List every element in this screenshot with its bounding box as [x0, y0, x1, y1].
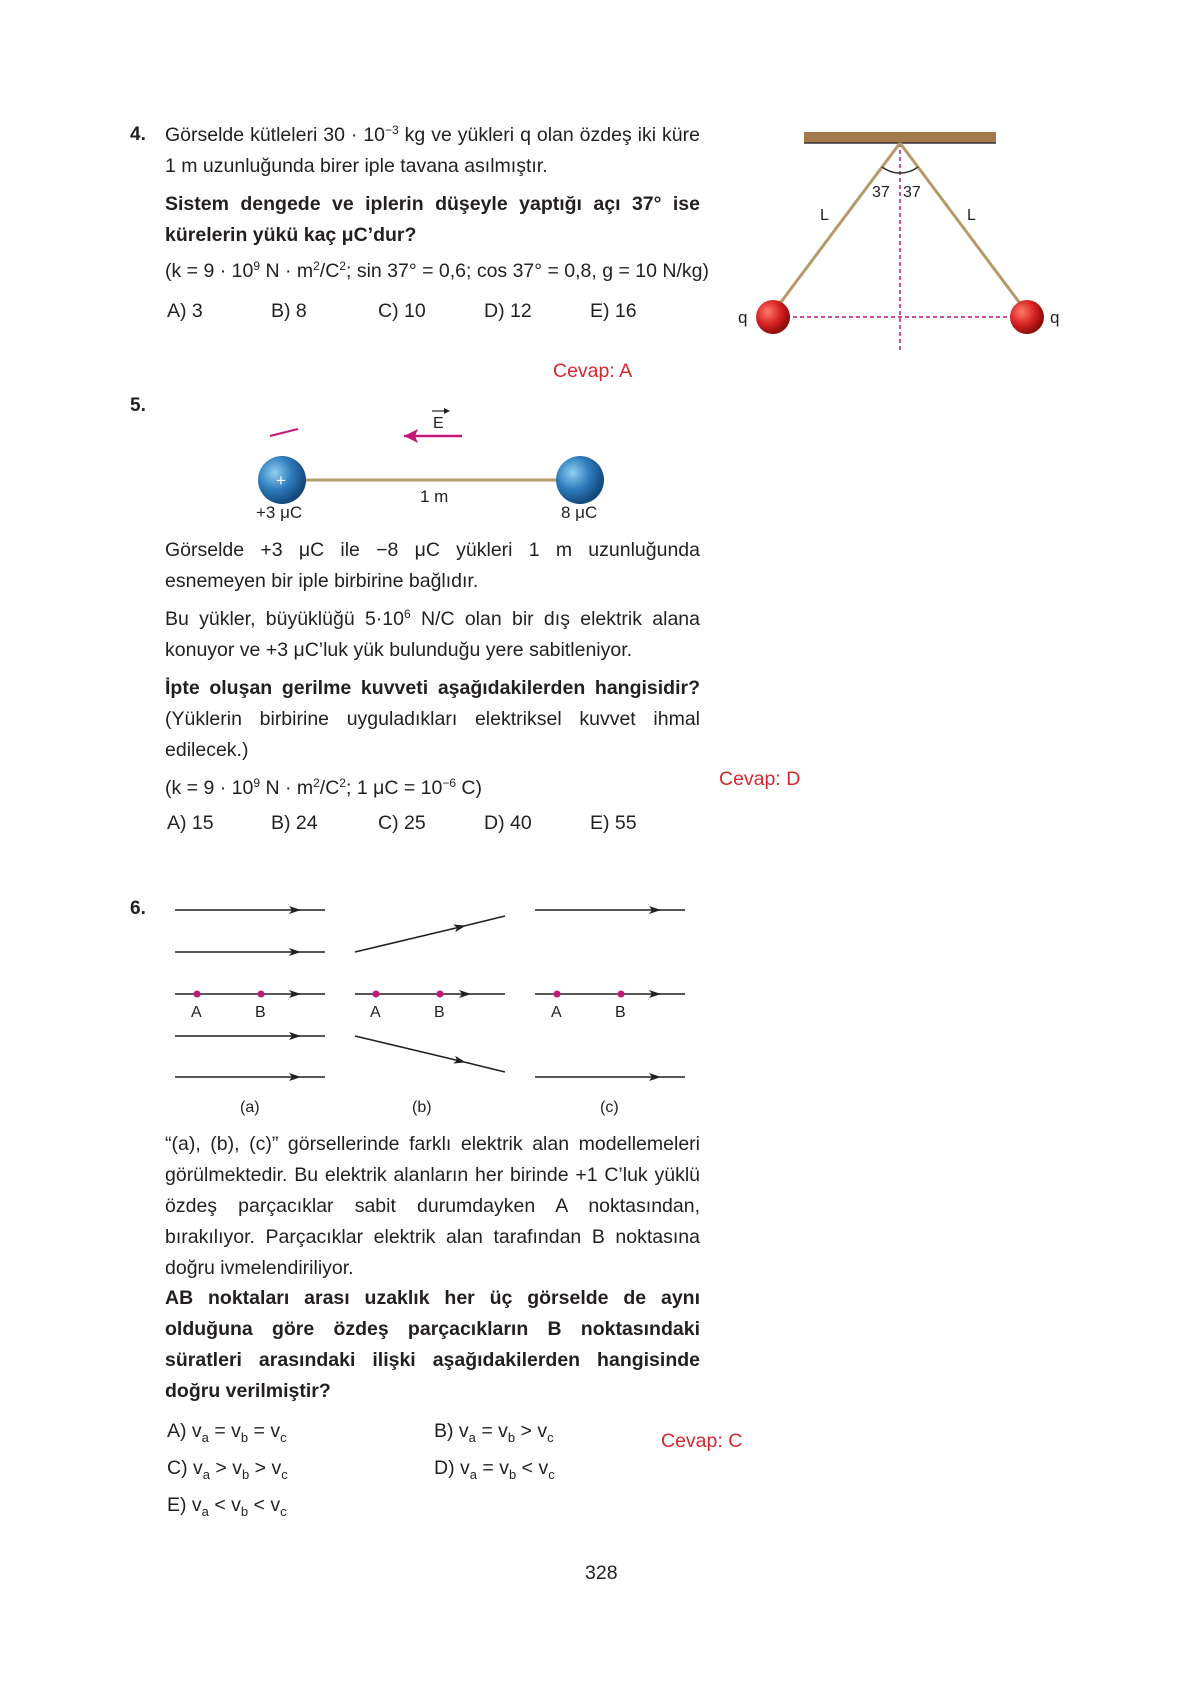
question-4-option-a[interactable]: A) 3 [167, 300, 203, 322]
question-5-number: 5. [130, 395, 146, 416]
question-4-option-e[interactable]: E) 16 [590, 300, 637, 322]
question-4-option-b[interactable]: B) 8 [271, 300, 307, 322]
field-vector-arrowhead [444, 408, 450, 414]
charge-right-value: 8 μC [561, 503, 598, 522]
point-a-marker [194, 991, 201, 998]
question-4-option-d[interactable]: D) 12 [484, 300, 532, 322]
field-label: E [433, 415, 444, 432]
point-a-label: A [551, 1004, 562, 1021]
question-6-answer: Cevap: C [661, 1430, 743, 1452]
length-left-label: L [820, 207, 829, 224]
charges-figure [240, 395, 640, 525]
negative-charge-sphere [556, 456, 604, 504]
caption-a: (a) [240, 1099, 260, 1116]
caption-b: (b) [412, 1099, 432, 1116]
question-4-number: 4. [130, 124, 146, 145]
left-sphere [756, 300, 790, 334]
point-a-marker [554, 991, 561, 998]
field-model-c [535, 910, 685, 1116]
point-b-marker [618, 991, 625, 998]
question-5-option-c[interactable]: C) 25 [378, 812, 426, 834]
question-6-option-c[interactable]: C) $v_a > v_b > v_c$ [167, 1457, 288, 1482]
question-4-prompt: Sistem dengede ve iplerin düşeyle yaptığı açı 37° ise kürelerin yükü kaç μC’dur? [165, 193, 700, 246]
charge-left-label: q [738, 308, 748, 327]
question-4-stem: Görselde kütleleri $30 \cdot 10^{-3}$ kg ve yükleri q olan özdeş iki küre 1 m uzunluğunda birer iple tavana asılmıştır. [165, 123, 700, 177]
field-line-b-3 [355, 1036, 505, 1072]
point-b-label: B [615, 1004, 626, 1021]
left-string [775, 143, 900, 310]
field-arrow-head-top [270, 429, 298, 436]
point-b-marker [437, 991, 444, 998]
right-string [900, 143, 1025, 310]
question-5-option-b[interactable]: B) 24 [271, 812, 318, 834]
right-sphere [1010, 300, 1044, 334]
ceiling-bar [804, 132, 996, 143]
question-4-constants: ($k = 9 \cdot 10^9$ $N \cdot m^2/C^2$; sin 37° = 0,6; cos 37° = 0,8, g = 10 N/kg) [165, 259, 710, 282]
question-5-option-e[interactable]: E) 55 [590, 812, 637, 834]
caption-c: (c) [600, 1099, 619, 1116]
question-6-paragraph: “(a), (b), (c)” görsellerinde farklı elektrik alan modellemeleri görülmektedir. Bu elektrik alanların her birinde +1 C’luk yüklü özdeş parçacıklar sabit durumdayken A noktasından, bırakılıyor. Parçacıklar elektrik alan tarafından B noktasına doğru ivmelendiriliyor. [165, 1133, 700, 1279]
page-number: 328 [585, 1562, 618, 1584]
charge-right-label: q [1050, 308, 1060, 327]
question-5-option-d[interactable]: D) 40 [484, 812, 532, 834]
point-a-marker [373, 991, 380, 998]
point-a-label: A [370, 1004, 381, 1021]
angle-left-label: 37 [872, 184, 890, 201]
field-line-b-1 [355, 916, 505, 952]
question-4-option-c[interactable]: C) 10 [378, 300, 426, 322]
question-5-option-a[interactable]: A) 15 [167, 812, 214, 834]
plus-sign: + [276, 471, 286, 490]
question-5-paragraph-1: Görselde +3 μC ile −8 μC yükleri 1 m uzunluğunda esnemeyen bir iple birbirine bağlıdır. [165, 539, 700, 592]
length-right-label: L [967, 207, 976, 224]
question-6-prompt: AB noktaları arası uzaklık her üç görselde de aynı olduğuna göre özdeş parçacıkların B noktasındaki süratleri arasındaki ilişki aşağıdakilerden hangisinde doğru verilmiştir? [165, 1287, 700, 1402]
pendulum-figure [720, 120, 1080, 355]
question-5-constants: ($k = 9 \cdot 10^9$ $N \cdot m^2/C^2$; 1 $\mu C = 10^{-6}$ C) [165, 776, 483, 799]
question-6-number: 6. [130, 898, 146, 919]
point-b-marker [258, 991, 265, 998]
angle-right-label: 37 [903, 184, 921, 201]
point-a-label: A [191, 1004, 202, 1021]
field-model-b [355, 916, 505, 1116]
field-model-a [175, 910, 325, 1116]
question-6-option-b[interactable]: B) $v_a = v_b > v_c$ [434, 1420, 554, 1445]
question-6-option-a[interactable]: A) $v_a = v_b = v_c$ [167, 1420, 287, 1445]
field-models-figure [160, 895, 700, 1120]
point-b-label: B [434, 1004, 445, 1021]
question-5-prompt: İpte oluşan gerilme kuvveti aşağıdakilerden hangisidir? (Yüklerin birbirine uyguladıkları elektriksel kuvvet ihmal edilecek.) [165, 677, 700, 761]
charge-left-value: +3 μC [256, 503, 303, 522]
question-6-option-e[interactable]: E) $v_a < v_b < v_c$ [167, 1494, 287, 1519]
question-6-option-d[interactable]: D) $v_a = v_b < v_c$ [434, 1457, 555, 1482]
question-4-answer: Cevap: A [553, 360, 633, 382]
point-b-label: B [255, 1004, 266, 1021]
question-5-answer: Cevap: D [719, 768, 801, 790]
distance-label: 1 m [420, 487, 449, 506]
question-5-paragraph-2: Bu yükler, büyüklüğü $5\cdot 10^6$ N/C olan bir dış elektrik alana konuyor ve +3 μC’luk yük bulunduğu yere sabitleniyor. [165, 607, 700, 661]
